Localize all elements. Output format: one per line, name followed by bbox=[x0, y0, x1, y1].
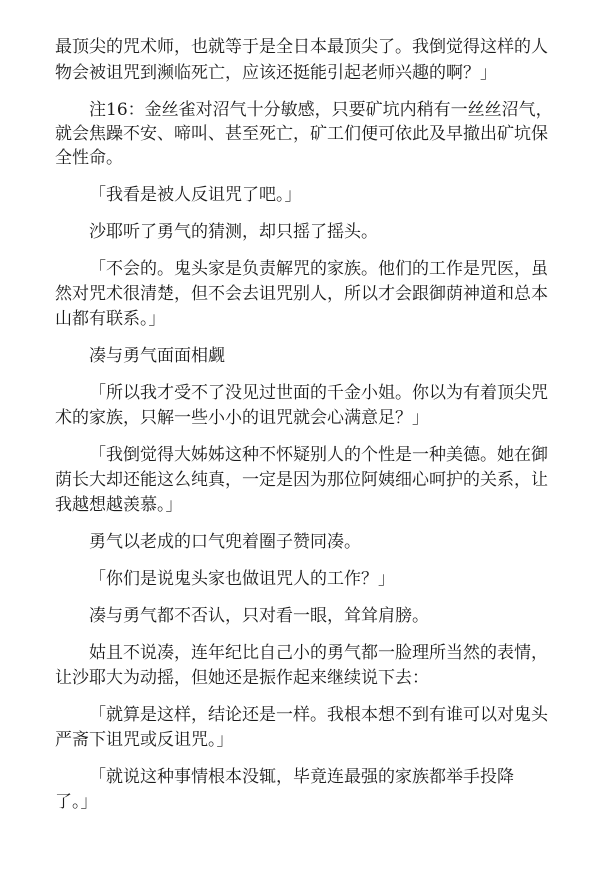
text-line: 最顶尖的咒术师，也就等于是全日本最顶尖了。我倒觉得这样的人 bbox=[55, 37, 548, 57]
text-line: 「就算是这样，结论还是一样。我根本想不到有谁可以对鬼头 bbox=[89, 705, 548, 725]
text-line: 姑且不说凑，连年纪比自己小的勇气都一脸理所当然的表情， bbox=[89, 643, 548, 663]
text-line: 「我看是被人反诅咒了吧。」 bbox=[89, 185, 302, 205]
text-line: 勇气以老成的口气兜着圈子赞同凑。 bbox=[89, 532, 361, 552]
text-line: 凑与勇气都不否认，只对看一眼，耸耸肩膀。 bbox=[89, 606, 429, 626]
text-line: 「我倒觉得大姊姊这种不怀疑别人的个性是一种美德。她在御 bbox=[89, 445, 548, 465]
footnote-line: 就会焦躁不安、啼叫、甚至死亡，矿工们便可依此及早撤出矿坑保 bbox=[55, 124, 548, 144]
text-line: 「就说这种事情根本没辄，毕竟连最强的家族都举手投降 bbox=[89, 767, 514, 787]
text-line: 我越想越羡慕。」 bbox=[55, 495, 183, 515]
text-line: 物会被诅咒到濒临死亡，应该还挺能引起老师兴趣的啊？」 bbox=[55, 63, 497, 83]
text-line: 然对咒术很清楚，但不会去诅咒别人，所以才会跟御荫神道和总本 bbox=[55, 284, 548, 304]
text-line: 沙耶听了勇气的猜测，却只摇了摇头。 bbox=[89, 222, 378, 242]
text-line: 让沙耶大为动摇，但她还是振作起来继续说下去： bbox=[55, 668, 429, 688]
text-line: 「你们是说鬼头家也做诅咒人的工作？」 bbox=[89, 569, 395, 589]
text-line: 了。」 bbox=[55, 792, 98, 812]
footnote-line: 注16：金丝雀对沼气十分敏感，只要矿坑内稍有一丝丝沼气， bbox=[89, 100, 553, 120]
text-line: 凑与勇气面面相觑 bbox=[89, 346, 225, 366]
text-line: 荫长大却还能这么纯真，一定是因为那位阿姨细心呵护的关系，让 bbox=[55, 470, 548, 490]
text-line: 严斋下诅咒或反诅咒。」 bbox=[55, 730, 234, 750]
footnote-line: 全性命。 bbox=[55, 148, 123, 168]
text-line: 术的家族，只解一些小小的诅咒就会心满意足？」 bbox=[55, 408, 429, 428]
text-line: 「所以我才受不了没见过世面的千金小姐。你以为有着顶尖咒 bbox=[89, 383, 548, 403]
text-line: 「不会的。鬼头家是负责解咒的家族。他们的工作是咒医，虽 bbox=[89, 259, 548, 279]
text-line: 山都有联系。」 bbox=[55, 309, 166, 329]
